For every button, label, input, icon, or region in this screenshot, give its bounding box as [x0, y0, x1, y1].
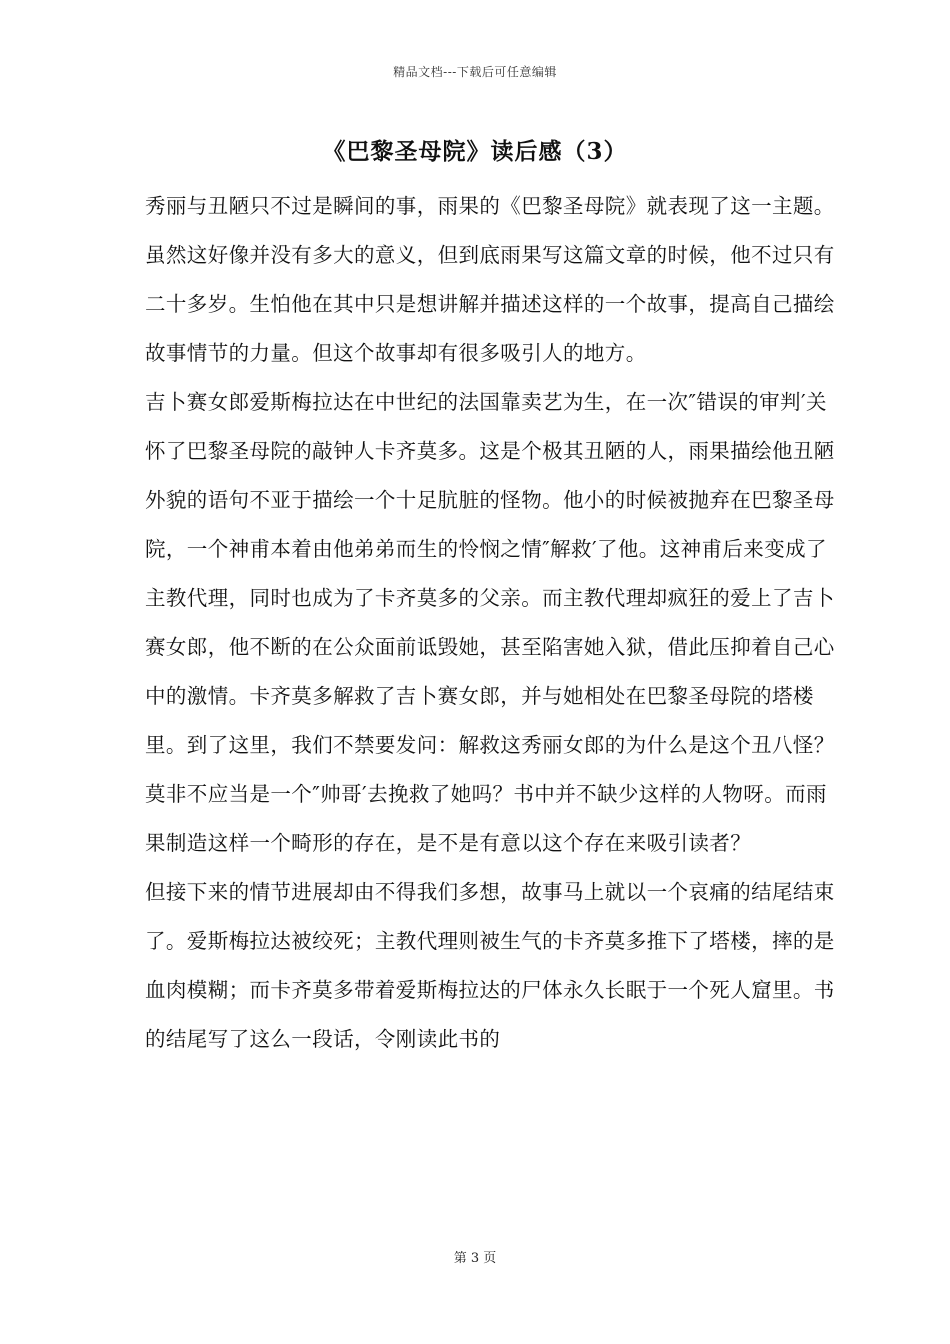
- body-text: [145, 182, 835, 1064]
- header-note: 精品文档---下载后可任意编辑: [393, 65, 557, 79]
- paragraph-3: 但接下来的情节进展却由不得我们多想，故事马上就以一个哀痛的结尾结束了。爱斯梅拉达被绞死；主教代理则被生气的卡齐莫多推下了塔楼，摔的是血肉模糊；而卡齐莫多带着爱斯梅拉达的尸体永久长眠于一个死人窟里。书的结尾写了这么一段话，令刚读此书的: [145, 880, 835, 1051]
- paragraph-1: 秀丽与丑陋只不过是瞬间的事，雨果的《巴黎圣母院》就表现了这一主题。虽然这好像并没有多大的意义，但到底雨果写这篇文章的时候，他不过只有二十多岁。生怕他在其中只是想讲解并描述这样的一个故事，提高自己描绘故事情节的力量。但这个故事却有很多吸引人的地方。: [145, 194, 835, 365]
- page-number: 第 3 页: [453, 1251, 497, 1266]
- paragraph-2: 吉卜赛女郎爱斯梅拉达在中世纪的法国靠卖艺为生，在一次″错误的审判′关怀了巴黎圣母院的敲钟人卡齐莫多。这是个极其丑陋的人，雨果描绘他丑陋外貌的语句不亚于描绘一个十足肮脏的怪物。他小的时候被抛弃在巴黎圣母院，一个神甫本着由他弟弟而生的怜悯之情″解救′了他。这神甫后来变成了主教代理，同时也成为了卡齐莫多的父亲。而主教代理却疯狂的爱上了吉卜赛女郎，他不断的在公众面前诋毁她，甚至陷害她入狱，借此压抑着自己心中的激情。卡齐莫多解救了吉卜赛女郎，并与她相处在巴黎圣母院的塔楼里。到了这里，我们不禁要发问：解救这秀丽女郎的为什么是这个丑八怪？莫非不应当是一个″帅哥′去挽救了她吗？书中并不缺少这样的人物呀。而雨果制造这样一个畸形的存在，是不是有意以这个存在来吸引读者？: [145, 390, 835, 855]
- document-title: 《巴黎圣母院》读后感（3）: [322, 138, 628, 165]
